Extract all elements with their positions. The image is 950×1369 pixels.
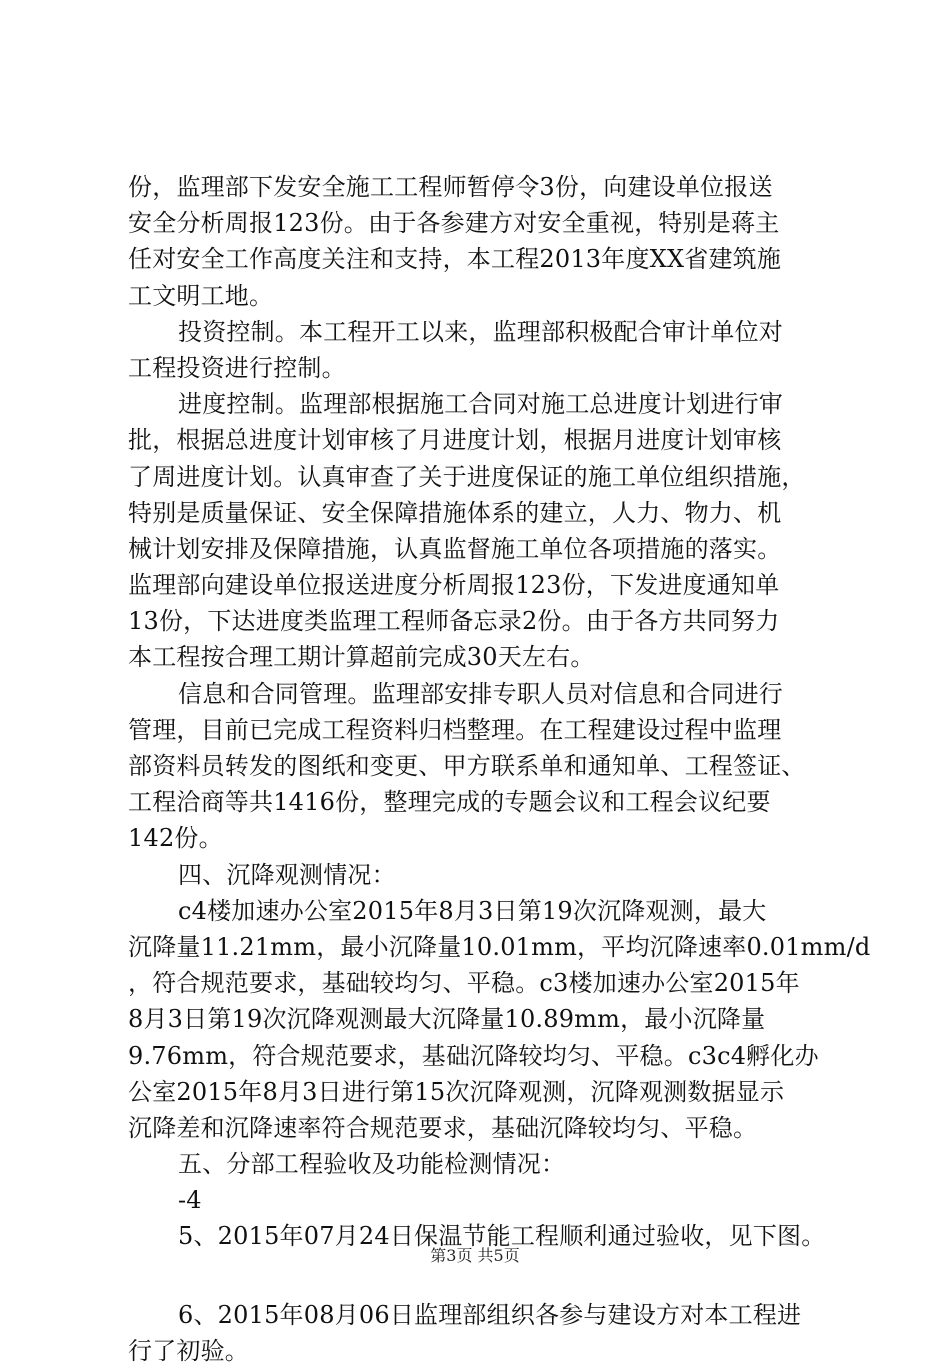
paragraph	[128, 857, 848, 893]
text-line: 任对安全工作高度关注和支持，本工程2013年度XX省建筑施	[128, 245, 782, 274]
text-line: 行了初验。	[128, 1336, 249, 1365]
paragraph	[128, 1146, 848, 1182]
text-line: 工文明工地。	[128, 281, 274, 310]
page-footer: 第3页 共5页	[430, 1246, 520, 1265]
text-line: 142份。	[128, 824, 223, 853]
text-line: -4	[178, 1186, 202, 1215]
text-line: 工程洽商等共1416份，整理完成的专题会议和工程会议纪要	[128, 788, 771, 817]
text-line: 本工程按合理工期计算超前完成30天左右。	[128, 643, 595, 672]
text-line: 公室2015年8月3日进行第15次沉降观测，沉降观测数据显示	[128, 1077, 785, 1106]
paragraph	[128, 893, 871, 1146]
text-line: 五、分部工程验收及功能检测情况：	[178, 1150, 566, 1179]
text-line: 监理部向建设单位报送进度分析周报123份，下发进度通知单	[128, 571, 780, 600]
document-body	[128, 169, 871, 1369]
text-line: 管理，目前已完成工程资料归档整理。在工程建设过程中监理	[128, 715, 782, 744]
paragraph	[128, 676, 848, 857]
text-line: 械计划安排及保障措施，认真监督施工单位各项措施的落实。	[128, 534, 782, 563]
text-line: 份，监理部下发安全施工工程师暂停令3份，向建设单位报送	[128, 173, 773, 201]
text-line: 部资料员转发的图纸和变更、甲方联系单和通知单、工程签证、	[128, 752, 806, 780]
text-line: 13份，下达进度类监理工程师备忘录2份。由于各方共同努力	[128, 607, 780, 636]
text-line: 特别是质量保证、安全保障措施体系的建立，人力、物力、机	[128, 498, 782, 527]
text-line: 进度控制。监理部根据施工合同对施工总进度计划进行审	[178, 390, 783, 419]
text-line: 9.76mm，符合规范要求，基础沉降较均匀、平稳。c3c4孵化办	[128, 1041, 819, 1070]
text-line: 四、沉降观测情况：	[178, 860, 396, 889]
text-line: 工程投资进行控制。	[128, 353, 346, 382]
paragraph	[128, 314, 848, 386]
text-line: 安全分析周报123份。由于各参建方对安全重视，特别是蒋主	[128, 209, 780, 238]
text-line: ，符合规范要求，基础较均匀、平稳。c3楼加速办公室2015年	[128, 969, 800, 998]
paragraph	[128, 1297, 848, 1369]
paragraph	[128, 1182, 848, 1218]
text-line: 了周进度计划。认真审查了关于进度保证的施工单位组织措施，	[128, 462, 806, 491]
text-line: c4楼加速办公室2015年8月3日第19次沉降观测，最大	[178, 896, 767, 925]
text-line: 信息和合同管理。监理部安排专职人员对信息和合同进行	[178, 679, 783, 708]
text-line: 5、2015年07月24日保温节能工程顺利通过验收，见下图。	[178, 1222, 826, 1251]
text-line: 8月3日第19次沉降观测最大沉降量10.89mm，最小沉降量	[128, 1005, 766, 1034]
text-line: 投资控制。本工程开工以来，监理部积极配合审计单位对	[178, 317, 783, 346]
text-line: 6、2015年08月06日监理部组织各参与建设方对本工程进	[178, 1300, 802, 1329]
paragraph	[128, 386, 848, 676]
text-line: 沉降量11.21mm，最小沉降量10.01mm，平均沉降速率0.01mm/d	[128, 932, 871, 961]
text-line: 批，根据总进度计划审核了月进度计划，根据月进度计划审核	[128, 426, 782, 455]
text-line: 沉降差和沉降速率符合规范要求，基础沉降较均匀、平稳。	[128, 1113, 758, 1142]
paragraph	[128, 169, 848, 314]
